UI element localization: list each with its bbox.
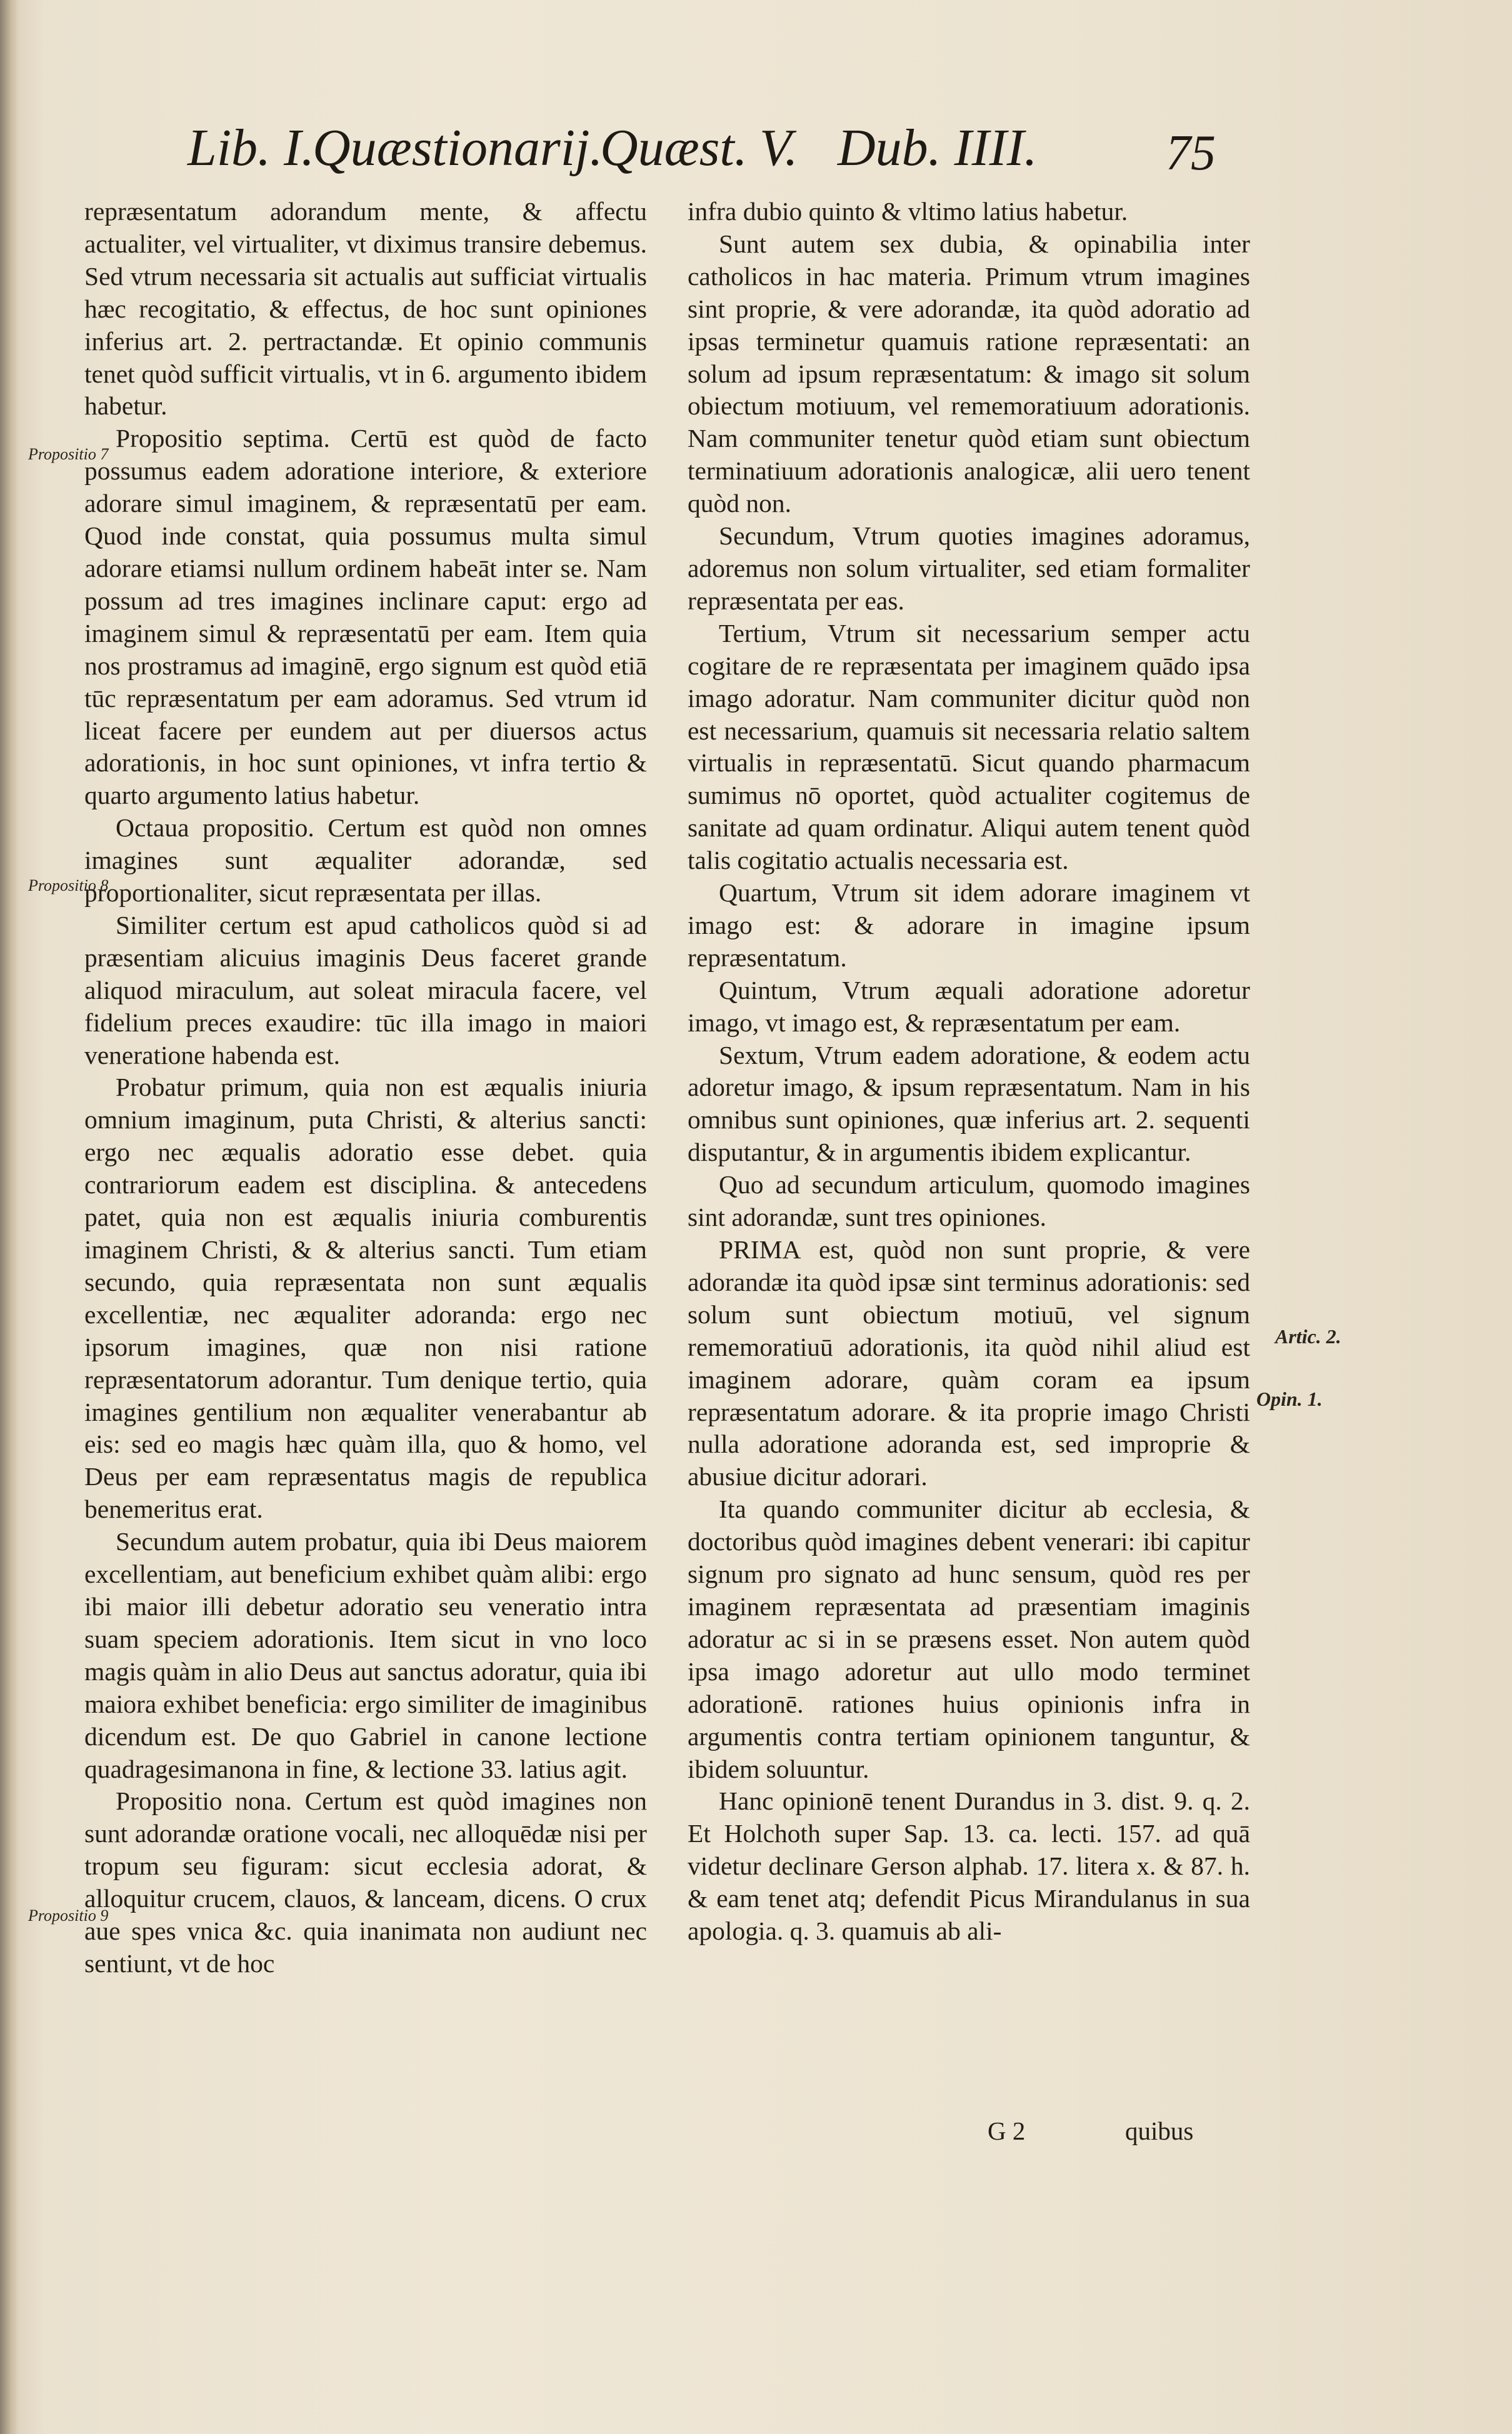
right-column	[688, 196, 1250, 1948]
running-head-number: V.	[759, 119, 798, 177]
right-paragraph-3: Secundum, Vtrum quoties imagines adoramus, adoremus non solum virtualiter, sed etiam formaliter repræsentata per eas.	[688, 521, 1250, 615]
left-paragraph-2: Propositio septima. Certū est quòd de facto possumus eadem adoratione interiore, & exteriore adorare simul imaginem, & repræsentatū per eam. Quod inde constat, quia possumus multa simul adorare etiamsi nullum ordinem habeāt inter se. Nam possum ad tres imagines inclinare caput: ergo ad imaginem simul & repræsentatū per eam. Item quia nos prostramus ad imaginē, ergo signum est quòd etiā tūc repræsentatum per eam adoramus. Sed vtrum id liceat facere per eundem aut per diuersos actus adorationis, in hoc sunt opiniones, vt infra tertio & quarto argumento latius habetur.	[84, 424, 647, 810]
page-number: 75	[1166, 126, 1216, 181]
page-gutter-shadow	[0, 0, 19, 2434]
right-paragraph-4: Tertium, Vtrum sit necessarium semper actu cogitare de re repræsentata per imaginem quādo ipsa imago adoratur. Nam communiter dicitur quòd non est necessarium, quamuis sit necessaria relatio saltem virtualis in repræsentatū. Sicut quando pharmacum sumimus nō oportet, quòd actualiter cogitemus de sanitate ad quam ordinatur. Aliqui autem tenent quòd talis cogitatio actualis necessaria est.	[688, 618, 1250, 875]
margin-note-propositio-9: Propositio 9	[28, 1906, 109, 1925]
running-head-dubium: Dub. IIII.	[838, 119, 1038, 177]
running-head	[188, 118, 1263, 186]
right-paragraph-10: Ita quando communiter dicitur ab ecclesia, & doctoribus quòd imagines debent venerari: ibi capitur signum pro signato ad hunc sensum, quòd res per imaginem repræsentata ad præsentiam imaginis adoratur ac si in se præsens esset. Non autem quòd ipsa imago adoretur aut ullo modo terminet adorationē. rationes huius opinionis infra in argumentis contra tertiam opinionem tanguntur, & ibidem soluuntur.	[688, 1495, 1250, 1783]
margin-note-propositio-7: Propositio 7	[28, 445, 109, 463]
right-paragraph-5: Quartum, Vtrum sit idem adorare imaginem vt imago est: & adorare in imagine ipsum repræsentatum.	[688, 878, 1250, 972]
catchword: quibus	[1125, 2116, 1194, 2145]
left-paragraph-3: Octaua propositio. Certum est quòd non omnes imagines sunt æqualiter adorandæ, sed proportionaliter, sicut repræsentata per illas.	[84, 813, 647, 908]
left-paragraph-7: Propositio nona. Certum est quòd imagines non sunt adorandæ oratione vocali, nec alloquēdæ nisi per tropum seu figuram: sicut ecclesia adorat, & alloquitur crucem, clauos, & lanceam, dicens. O crux aue spes vnica &c. quia inanimata non audiunt nec sentiunt, vt de hoc	[84, 1786, 647, 1978]
left-paragraph-6: Secundum autem probatur, quia ibi Deus maiorem excellentiam, aut beneficium exhibet quàm alibi: ergo ibi maior illi debetur adoratio seu veneratio intra suam speciem adorationis. Item sicut in vno loco magis quàm in alio Deus aut sanctus adoratur, quia ibi maiora exhibet beneficia: ergo similiter de imaginibus dicendum est. De quo Gabriel in canone lectione quadragesimanona in fine, & lectione 33. latius agit.	[84, 1527, 647, 1783]
right-paragraph-9: PRIMA est, quòd non sunt proprie, & vere adorandæ ita quòd ipsæ sint terminus adorationis: sed solum sunt obiectum motiuū, vel signum rememoratiuū adorationis, ita quòd nihil aliud est imaginem adorare, quàm coram ea ipsum repræsentatum adorare. & ita proprie imago Christi nulla adoratione adoranda est, sed improprie & abusiue dicitur adorari.	[688, 1235, 1250, 1491]
margin-note-propositio-8: Propositio 8	[28, 876, 109, 894]
running-head-quaestionarii: Quæstionarij.	[313, 119, 603, 177]
signature-mark: G 2	[988, 2116, 1026, 2145]
running-head-lib: Lib. I.	[188, 119, 315, 177]
left-paragraph-1: repræsentatum adorandum mente, & affectu actualiter, vel virtualiter, vt diximus transire debemus. Sed vtrum necessaria sit actualis aut sufficiat virtualis hæc recogitatio, & effectus, de hoc sunt opiniones inferius art. 2. pertractandæ. Et opinio communis tenet quòd sufficit virtualis, vt in 6. argumento ibidem habetur.	[84, 197, 647, 421]
right-paragraph-8: Quo ad secundum articulum, quomodo imagines sint adorandæ, sunt tres opiniones.	[688, 1170, 1250, 1232]
left-paragraph-5: Probatur primum, quia non est æqualis iniuria omnium imaginum, puta Christi, & alterius sancti: ergo nec æqualis adoratio esse debet. quia contrariorum eadem est disciplina. & antecedens patet, quia non est æqualis iniuria comburentis imaginem Christi, & & alterius sancti. Tum etiam secundo, quia repræsentata non sunt æqualis excellentiæ, nec æqualiter adoranda: ergo nec ipsorum imagines, quæ non nisi ratione repræsentatorum adorantur. Tum denique tertio, quia imagines gentilium non æqualiter venerabantur ab eis: sed eo magis hæc quàm illa, quo & homo, vel Deus per eam repræsentatus magis de republica benemeritus erat.	[84, 1073, 647, 1524]
left-column	[84, 196, 647, 1980]
margin-note-opinio-1: Opin. 1.	[1256, 1388, 1323, 1410]
running-head-quaest: Quæst.	[600, 119, 748, 177]
margin-note-articulus-2: Artic. 2.	[1275, 1325, 1341, 1348]
right-paragraph-11: Hanc opinionē tenent Durandus in 3. dist. 9. q. 2. Et Holchoth super Sap. 13. ca. lecti. 157. ad quā videtur declinare Gerson alphab. 17. litera x. & 87. h. & eam tenet atq; defendit Picus Mirandulanus in sua apologia. q. 3. quamuis ab ali-	[688, 1786, 1250, 1946]
left-paragraph-4: Similiter certum est apud catholicos quòd si ad præsentiam alicuius imaginis Deus faceret grande aliquod miraculum, aut soleat miracula facere, vel fidelium preces exaudire: tūc illa imago in maiori veneratione habenda est.	[84, 910, 647, 1069]
right-paragraph-2: Sunt autem sex dubia, & opinabilia inter catholicos in hac materia. Primum vtrum imagines sint proprie, & vere adorandæ, ita quòd adoratio ad ipsas terminetur quamuis ratione repræsentati: an solum ad ipsum repræsentatum: & imago sit solum obiectum motiuum, vel rememoratiuum adorationis. Nam communiter tenetur quòd etiam sunt obiectum terminatiuum adorationis analogicæ, alii uero tenent quòd non.	[688, 229, 1250, 518]
right-paragraph-7: Sextum, Vtrum eadem adoratione, & eodem actu adoretur imago, & ipsum repræsentatum. Nam in his omnibus sunt opiniones, quæ inferius art. 2. sequenti disputantur, & in argumentis ibidem explicantur.	[688, 1040, 1250, 1167]
right-paragraph-1: infra dubio quinto & vltimo latius habetur.	[688, 197, 1128, 226]
right-paragraph-6: Quintum, Vtrum æquali adoratione adoretur imago, vt imago est, & repræsentatum per eam.	[688, 975, 1250, 1037]
